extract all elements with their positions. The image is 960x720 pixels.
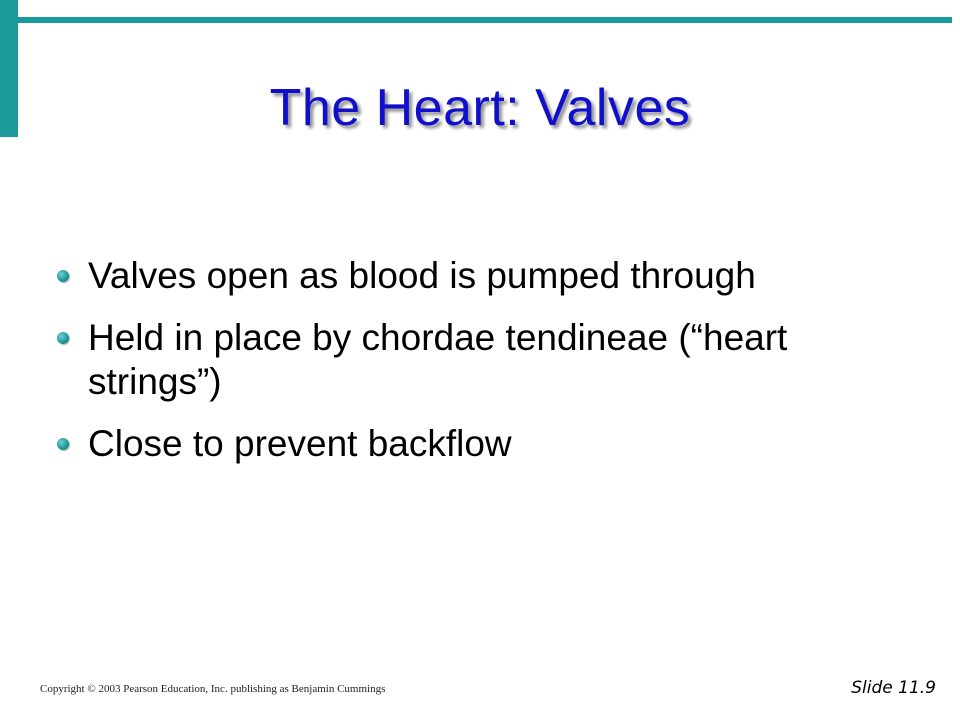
accent-bar-top [0,17,952,23]
bullet-list [48,254,908,484]
bullet-item [48,254,908,298]
bullet-text: Valves open as blood is pumped through [88,255,756,296]
teal-dot-bullet-icon [57,438,69,450]
copyright-notice: Copyright © 2003 Pearson Education, Inc. publishing as Benjamin Cummings [40,683,386,695]
teal-dot-bullet-icon [57,270,69,282]
bullet-item [48,422,908,466]
bullet-item [48,316,908,404]
teal-dot-bullet-icon [57,332,69,344]
bullet-text: Held in place by chordae tendineae (“heart strings”) [88,317,788,402]
bullet-text: Close to prevent backflow [88,423,512,464]
slide-number: Slide 11.9 [851,678,936,698]
slide-title: The Heart: Valves [269,78,691,137]
